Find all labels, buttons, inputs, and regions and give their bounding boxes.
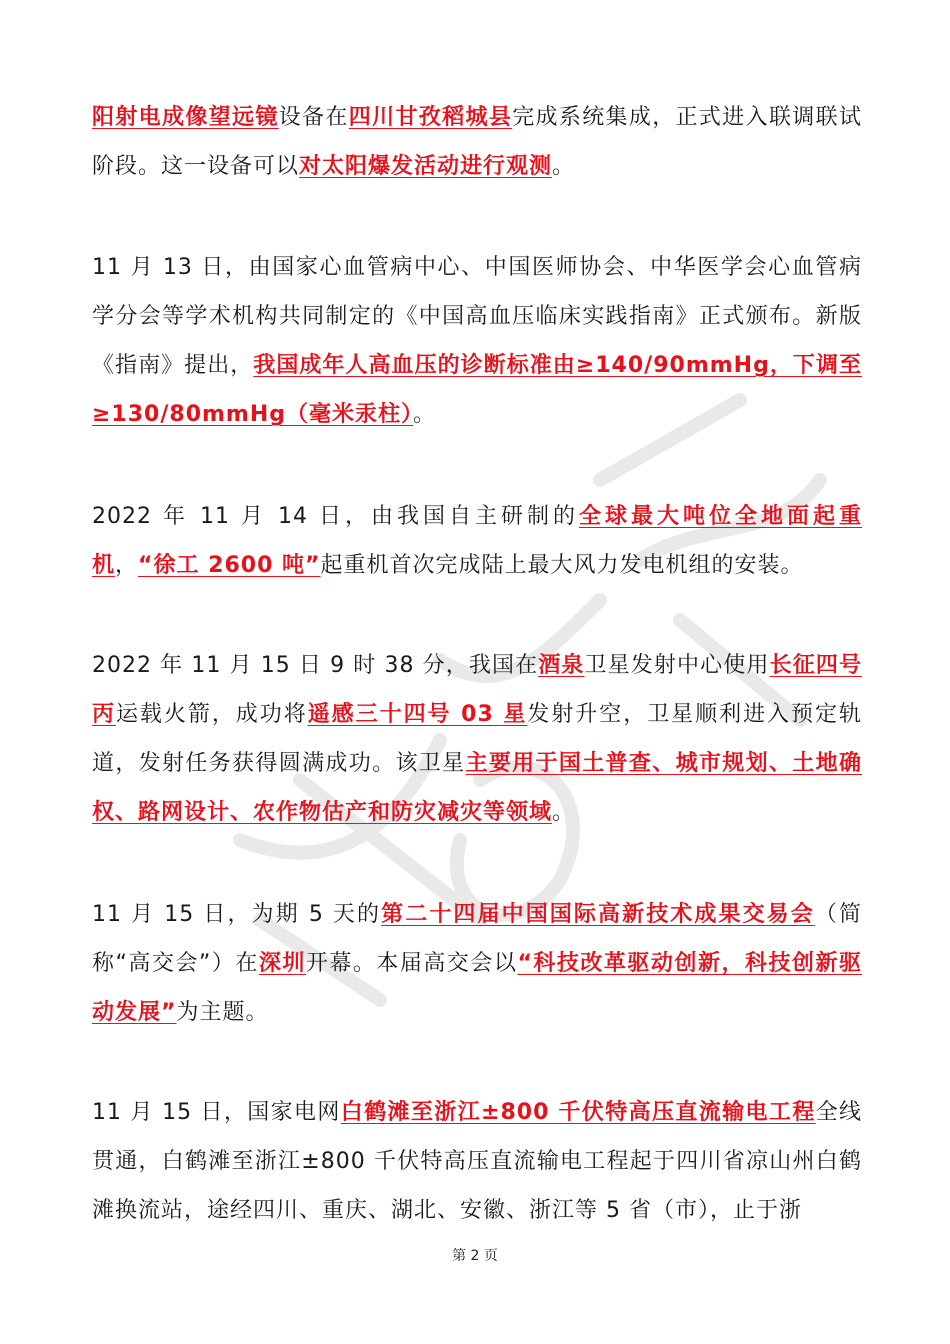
paragraph-hypertension-guide [92,243,862,439]
body-text: （简称“高交会”）在 [92,902,862,976]
paragraph-crane [92,492,862,590]
highlighted-key-text: 阳射电成像望远镜 [92,105,279,130]
body-text: 开幕。本届高交会以 [305,951,518,976]
body-text: 设备在 [278,105,349,130]
paragraph-satellite-launch [92,641,862,837]
page-number: 第 2 页 [452,1248,498,1264]
paragraph-uhv-power-line [92,1088,862,1235]
body-text: 全线贯通，白鹤滩至浙江±800 千伏特高压直流输电工程起于四川省凉山州白鹤滩换流站，途经四川、重庆、湖北、安徽、浙江等 5 省（市），止于浙 [92,1100,862,1223]
highlighted-key-text: 对太阳爆发活动进行观测 [299,154,553,179]
body-text: 完成系统集成，正式进入联调联试阶段。这一设备可以 [92,105,862,179]
highlighted-key-text: 长征四号丙 [92,653,862,727]
highlighted-key-text: “徐工 2600 吨” [138,553,321,578]
highlighted-key-text: “科技改革驱动创新，科技创新驱动发展” [92,951,862,1025]
body-text: 11 月 15 日，国家电网 [92,1100,341,1125]
body-text: 运载火箭，成功将 [115,702,308,727]
body-text: ， [115,553,139,578]
highlighted-key-text: 遥感三十四号 03 星 [307,702,528,727]
body-text: 。 [552,154,576,179]
body-text: 起重机首次完成陆上最大风力发电机组的安装。 [320,553,804,578]
body-text: 。 [552,800,576,825]
highlighted-key-text: 深圳 [258,951,306,976]
highlighted-key-text: 全球最大吨位全地面起重机 [92,504,862,578]
highlighted-key-text: 第二十四届中国国际高新技术成果交易会 [381,902,815,927]
body-text: 。 [413,402,437,427]
highlighted-key-text: 我国成年人高血压的诊断标准由≥140/90mmHg，下调至≥130/80mmHg（毫米汞柱） [92,353,862,427]
highlighted-key-text: 白鹤滩至浙江±800 千伏特高压直流输电工程 [340,1100,816,1125]
paragraph-tech-fair [92,890,862,1037]
body-text: 2022 年 11 月 15 日 9 时 38 分，我国在 [92,653,539,678]
body-text: 发射升空，卫星顺利进入预定轨道，发射任务获得圆满成功。该卫星 [92,702,862,776]
paragraph-solar-telescope [92,93,862,191]
body-text: 卫星发射中心使用 [584,653,770,678]
body-text: 2022 年 11 月 14 日，由我国自主研制的 [92,504,579,529]
highlighted-key-text: 四川甘孜稻城县 [348,105,513,130]
body-text: 11 月 13 日，由国家心血管病中心、中国医师协会、中华医学会心血管病学分会等学术机构共同制定的《中国高血压临床实践指南》正式颁布。新版《指南》提出， [92,255,862,378]
highlighted-key-text: 酒泉 [538,653,585,678]
body-text: 11 月 15 日，为期 5 天的 [92,902,382,927]
highlighted-key-text: 主要用于国土普查、城市规划、土地确权、路网设计、农作物估产和防灾减灾等领域 [92,751,862,825]
body-text: 为主题。 [176,1000,269,1025]
